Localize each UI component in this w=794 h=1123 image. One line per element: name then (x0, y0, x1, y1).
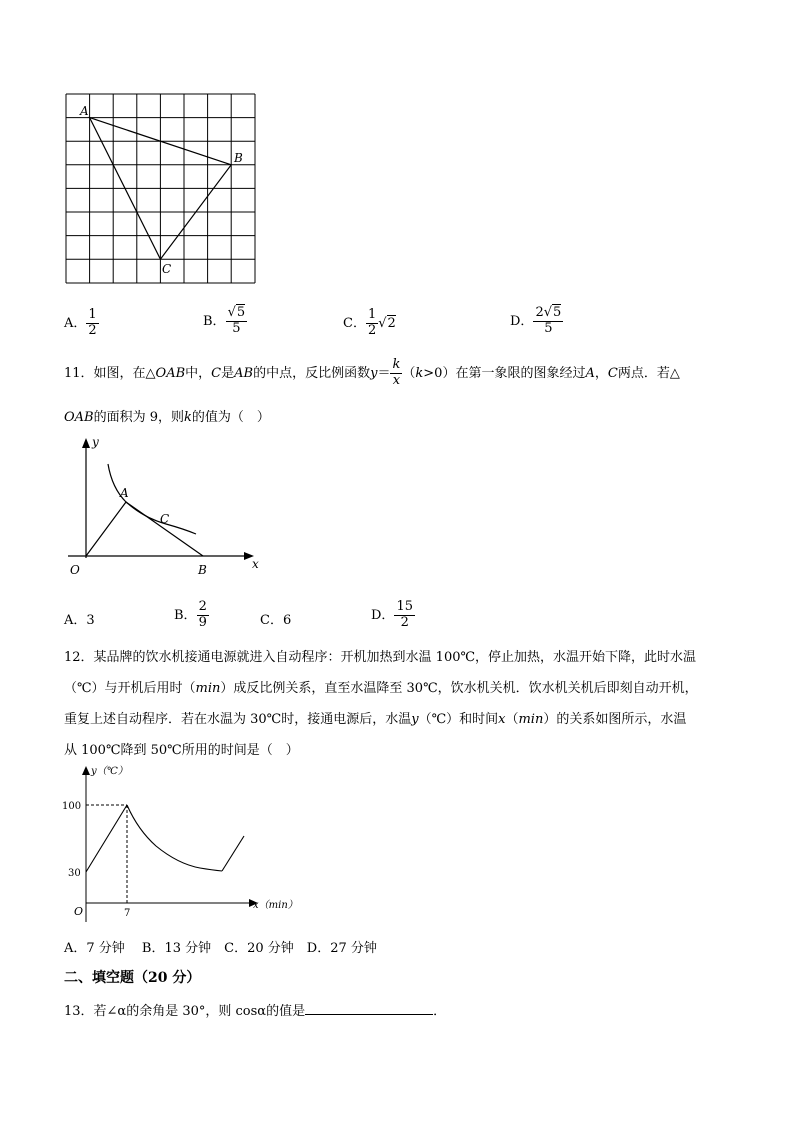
reheating-line (222, 836, 244, 871)
axis-x-label: x（min） (253, 900, 298, 911)
q12-options: A．7 分钟 B．13 分钟 C．20 分钟 D．27 分钟 (64, 941, 377, 956)
cooling-curve (127, 805, 222, 871)
tick-7: 7 (124, 908, 131, 919)
point-b-label: B (198, 563, 207, 577)
q10-grid-figure (60, 90, 265, 290)
q11-option-d: D． $\frac{15}{2}$ (371, 599, 413, 630)
q10-option-d: D． $\frac{2√5}{5}$ (510, 305, 562, 336)
q11-question-line2: OAB的面积为 9，则k的值为（ ） (64, 410, 270, 425)
q12-figure (60, 760, 305, 928)
point-a-label: A (120, 486, 129, 500)
q10-option-c: C． $\frac{1}{2}$ √2 (343, 307, 396, 338)
triangle-oab (86, 502, 203, 556)
q10-option-a: A． $\frac{1}{2}$ (64, 307, 97, 338)
q11-question-line1: 11．如图，在△OAB中，C是AB的中点，反比例函数y＝ $\frac{k}{x}$ （k>0）在第一象限的图象经过A，C两点．若△ (64, 357, 680, 388)
q10-option-b: B． $\frac{√5}{5}$ (203, 305, 246, 336)
q11-option-b: B． $\frac{2}{9}$ (174, 599, 207, 630)
q11-option-c: C．6 (260, 613, 292, 628)
tick-30: 30 (68, 868, 81, 879)
axis-y-label: y（℃） (91, 766, 128, 777)
point-c-label: C (160, 512, 170, 526)
q12-question-line2: （℃）与开机后用时（min）成反比例关系，直至水温降至 30℃，饮水机关机．饮水机关机后即刻自动开机， (64, 681, 698, 696)
heating-line (86, 805, 127, 872)
tick-100: 100 (62, 801, 82, 812)
label-a: A (80, 104, 89, 118)
axis-y-label: y (92, 435, 99, 449)
axis-x-label: x (252, 557, 259, 571)
q11-figure (60, 432, 270, 580)
answer-blank[interactable] (305, 1002, 433, 1015)
origin-label: O (74, 905, 84, 918)
q12-question-line3: 重复上述自动程序．若在水温为 30℃时，接通电源后，水温y（℃）和时间x（min）的关系如图所示，水温 (64, 712, 687, 727)
q13-question: 13．若∠α的余角是 30°，则 cosα的值是 ． (64, 1004, 447, 1019)
q11-option-a: A．3 (64, 613, 95, 628)
section-heading: 二、填空题（20 分） (64, 970, 201, 986)
label-b: B (234, 151, 243, 165)
q12-question-line4: 从 100℃降到 50℃所用的时间是（ ） (64, 743, 299, 758)
q12-question-line1: 12．某品牌的饮水机接通电源就进入自动程序：开机加热到水温 100℃，停止加热，水温开始下降，此时水温 (64, 650, 697, 665)
label-c: C (162, 262, 172, 276)
origin-label: O (70, 563, 80, 577)
